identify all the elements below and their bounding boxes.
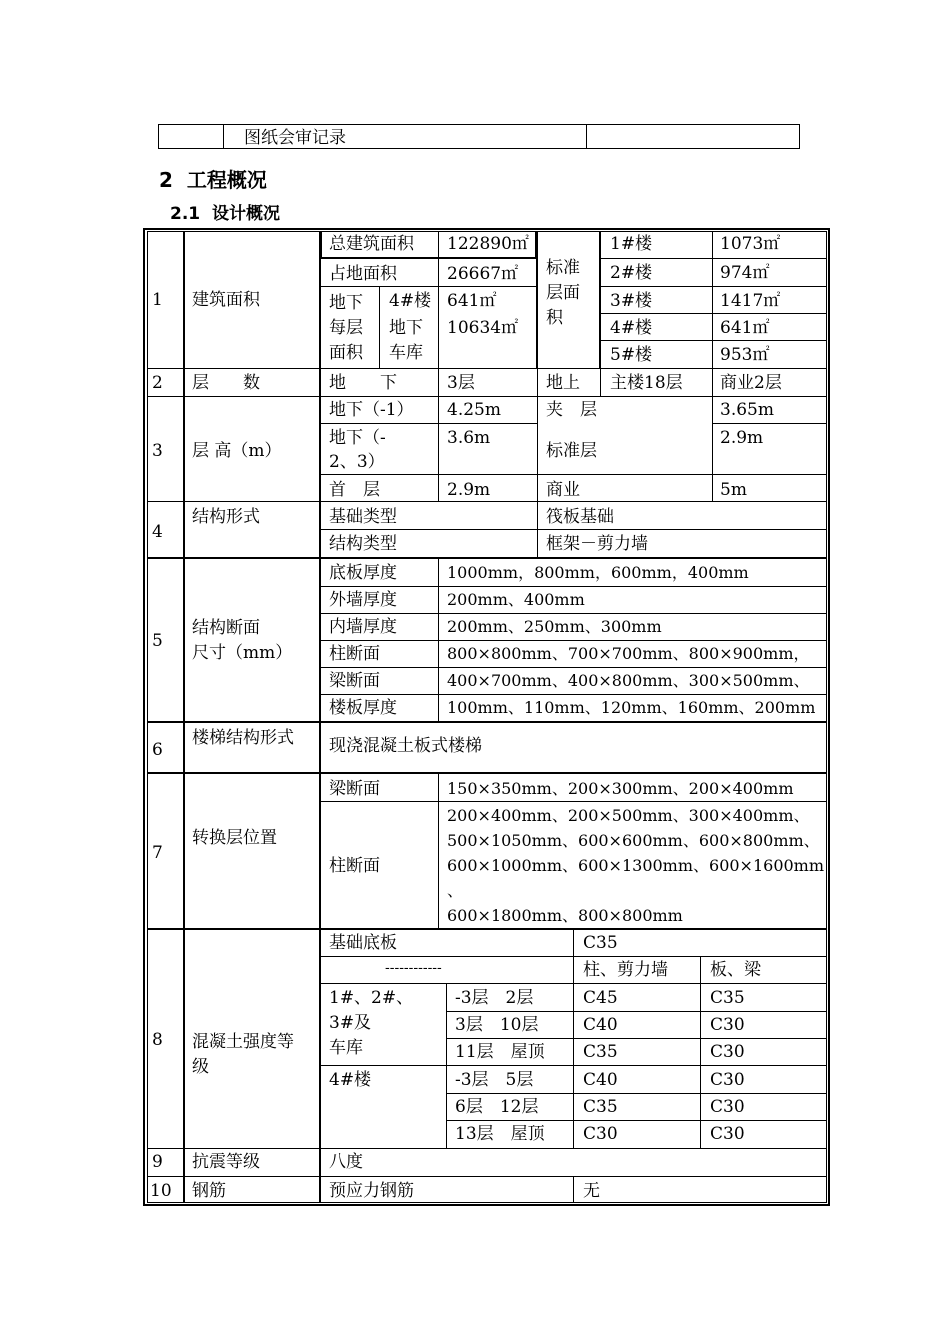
building-area: 953㎡ bbox=[720, 345, 770, 365]
grade-column: C40 bbox=[583, 1070, 618, 1090]
height-b23-value: 3.6m bbox=[447, 428, 491, 448]
height-std-value: 2.9m bbox=[720, 428, 764, 448]
section-label: 柱断面 bbox=[329, 644, 380, 664]
b4-under-value: 641㎡ bbox=[447, 291, 497, 311]
section-value: 200mm、400mm bbox=[447, 590, 585, 609]
height-first-value: 2.9m bbox=[447, 480, 491, 500]
building-name: 1#楼 bbox=[610, 234, 653, 254]
floors-commercial: 商业2层 bbox=[720, 373, 782, 393]
subsection-number: 2.1 bbox=[170, 204, 201, 224]
group2-label: 4#楼 bbox=[329, 1070, 372, 1090]
underground-area-label-2: 每层 bbox=[329, 318, 363, 338]
row5-item-1: 结构断面 bbox=[192, 618, 260, 638]
grade-range: 3层 10层 bbox=[455, 1015, 539, 1035]
transfer-column-line: 600×1000mm、600×1300mm、600×1600mm bbox=[447, 856, 825, 875]
section-value: 200mm、250mm、300mm bbox=[447, 617, 662, 636]
grade-column: C35 bbox=[583, 1042, 618, 1062]
dashes-placeholder: ------------ bbox=[385, 960, 442, 976]
drawing-review-label: 图纸会审记录 bbox=[244, 128, 346, 148]
std-floor-area-label-1: 标准 bbox=[546, 258, 580, 278]
base-slab-label: 基础底板 bbox=[329, 933, 397, 953]
total-area-value: 122890㎡ bbox=[447, 234, 529, 254]
grade-range: 11层 屋顶 bbox=[455, 1042, 545, 1062]
height-mezz-value: 3.65m bbox=[720, 400, 774, 420]
row7-item: 转换层位置 bbox=[192, 828, 277, 848]
garage-label-1: 地下 bbox=[389, 318, 423, 338]
height-first-label: 首 层 bbox=[329, 480, 380, 500]
height-std-label: 标准层 bbox=[546, 441, 597, 461]
building-name: 5#楼 bbox=[610, 345, 653, 365]
row10-item: 钢筋 bbox=[192, 1181, 226, 1201]
grade-slab: C30 bbox=[710, 1070, 745, 1090]
height-b1-label: 地下（-1） bbox=[329, 400, 414, 420]
row9-number: 9 bbox=[152, 1152, 163, 1172]
height-comm-value: 5m bbox=[720, 480, 747, 500]
b4-under-label: 4#楼 bbox=[389, 291, 432, 311]
height-b23-label-2: 2、3） bbox=[329, 452, 385, 472]
row6-item: 楼梯结构形式 bbox=[192, 728, 294, 748]
row3-number: 3 bbox=[152, 441, 163, 461]
grade-column: C35 bbox=[583, 1097, 618, 1117]
section-value: 100mm、110mm、120mm、160mm、200mm bbox=[447, 698, 816, 717]
section-label: 外墙厚度 bbox=[329, 590, 397, 610]
section-title: 工程概况 bbox=[186, 168, 267, 192]
group1-label-2: 3#及 bbox=[329, 1013, 372, 1033]
grade-range: 6层 12层 bbox=[455, 1097, 539, 1117]
section-label: 底板厚度 bbox=[329, 563, 397, 583]
garage-value: 10634㎡ bbox=[447, 318, 519, 338]
grade-slab: C35 bbox=[710, 988, 745, 1008]
building-name: 2#楼 bbox=[610, 263, 653, 283]
floors-under-value: 3层 bbox=[447, 373, 475, 393]
floors-main: 主楼18层 bbox=[610, 373, 683, 393]
garage-label-2: 车库 bbox=[389, 343, 423, 363]
grade-column: C40 bbox=[583, 1015, 618, 1035]
building-area: 974㎡ bbox=[720, 263, 770, 283]
structure-type-value: 框架－剪力墙 bbox=[546, 534, 648, 554]
std-floor-area-label-3: 积 bbox=[546, 308, 563, 328]
std-floor-area-label-2: 层面 bbox=[546, 283, 580, 303]
building-name: 3#楼 bbox=[610, 291, 653, 311]
subsection-title: 设计概况 bbox=[211, 204, 280, 224]
group1-label-1: 1#、2#、 bbox=[329, 988, 414, 1008]
row4-item: 结构形式 bbox=[192, 507, 260, 527]
section-heading bbox=[159, 168, 267, 192]
grade-slab: C30 bbox=[710, 1042, 745, 1062]
transfer-column-line: 600×1800mm、800×800mm bbox=[447, 906, 683, 925]
grade-slab: C30 bbox=[710, 1097, 745, 1117]
row8-number: 8 bbox=[152, 1030, 163, 1050]
row2-item: 层 数 bbox=[192, 373, 260, 393]
building-area: 1073㎡ bbox=[720, 234, 781, 254]
prestressed-rebar-label: 预应力钢筋 bbox=[329, 1181, 414, 1201]
section-label: 内墙厚度 bbox=[329, 617, 397, 637]
row8-item-2: 级 bbox=[192, 1057, 209, 1077]
transfer-column-line: 、 bbox=[447, 881, 464, 900]
grade-slab: C30 bbox=[710, 1015, 745, 1035]
land-area-label: 占地面积 bbox=[329, 264, 397, 284]
section-label: 楼板厚度 bbox=[329, 698, 397, 718]
section-value: 800×800mm、700×700mm、800×900mm， bbox=[447, 644, 810, 663]
floors-under-label: 地 下 bbox=[329, 373, 397, 393]
row10-number: 10 bbox=[150, 1181, 172, 1201]
prestressed-rebar-value: 无 bbox=[583, 1181, 600, 1201]
grade-range: -3层 2层 bbox=[455, 988, 534, 1008]
total-area-label: 总建筑面积 bbox=[329, 234, 414, 254]
transfer-beam-value: 150×350mm、200×300mm、200×400mm bbox=[447, 779, 794, 798]
foundation-type-value: 筏板基础 bbox=[546, 507, 614, 527]
building-area: 1417㎡ bbox=[720, 291, 781, 311]
grade-column: C30 bbox=[583, 1124, 618, 1144]
floors-above-label: 地上 bbox=[546, 373, 580, 393]
height-mezz-label: 夹 层 bbox=[546, 400, 597, 420]
row1-number: 1 bbox=[152, 290, 163, 310]
building-name: 4#楼 bbox=[610, 318, 653, 338]
height-b23-label-1: 地下（- bbox=[329, 428, 386, 448]
row5-number: 5 bbox=[152, 631, 163, 651]
section-label: 梁断面 bbox=[329, 671, 380, 691]
foundation-type-label: 基础类型 bbox=[329, 507, 397, 527]
column-wall-header: 柱、剪力墙 bbox=[583, 960, 668, 980]
section-value: 400×700mm、400×800mm、300×500mm、 bbox=[447, 671, 810, 690]
grade-range: 13层 屋顶 bbox=[455, 1124, 545, 1144]
row4-number: 4 bbox=[152, 522, 163, 542]
row1-item: 建筑面积 bbox=[192, 290, 260, 310]
height-comm-label: 商业 bbox=[546, 480, 580, 500]
building-area: 641㎡ bbox=[720, 318, 770, 338]
row7-number: 7 bbox=[152, 843, 163, 863]
transfer-column-label: 柱断面 bbox=[329, 856, 380, 876]
transfer-column-line: 200×400mm、200×500mm、300×400mm、 bbox=[447, 806, 810, 825]
transfer-beam-label: 梁断面 bbox=[329, 779, 380, 799]
base-slab-value: C35 bbox=[583, 933, 618, 953]
structure-type-label: 结构类型 bbox=[329, 534, 397, 554]
subsection-heading bbox=[170, 204, 280, 224]
row8-item-1: 混凝土强度等 bbox=[192, 1032, 294, 1052]
slab-beam-header: 板、梁 bbox=[710, 960, 761, 980]
row5-item-2: 尺寸（mm） bbox=[192, 643, 293, 663]
section-value: 1000mm，800mm，600mm，400mm bbox=[447, 563, 749, 582]
grade-slab: C30 bbox=[710, 1124, 745, 1144]
row6-number: 6 bbox=[152, 740, 163, 760]
land-area-value: 26667㎡ bbox=[447, 264, 519, 284]
seismic-grade-value: 八度 bbox=[329, 1152, 363, 1172]
row2-number: 2 bbox=[152, 373, 163, 393]
stair-type-value: 现浇混凝土板式楼梯 bbox=[329, 736, 482, 756]
grade-column: C45 bbox=[583, 988, 618, 1008]
row3-item: 层 高（m） bbox=[192, 441, 282, 461]
height-b1-value: 4.25m bbox=[447, 400, 501, 420]
transfer-column-line: 500×1050mm、600×600mm、600×800mm、 bbox=[447, 831, 820, 850]
grade-range: -3层 5层 bbox=[455, 1070, 534, 1090]
section-number: 2 bbox=[159, 168, 173, 192]
group1-label-3: 车库 bbox=[329, 1038, 363, 1058]
underground-area-label-1: 地下 bbox=[329, 293, 363, 313]
underground-area-label-3: 面积 bbox=[329, 343, 363, 363]
row9-item: 抗震等级 bbox=[192, 1152, 260, 1172]
